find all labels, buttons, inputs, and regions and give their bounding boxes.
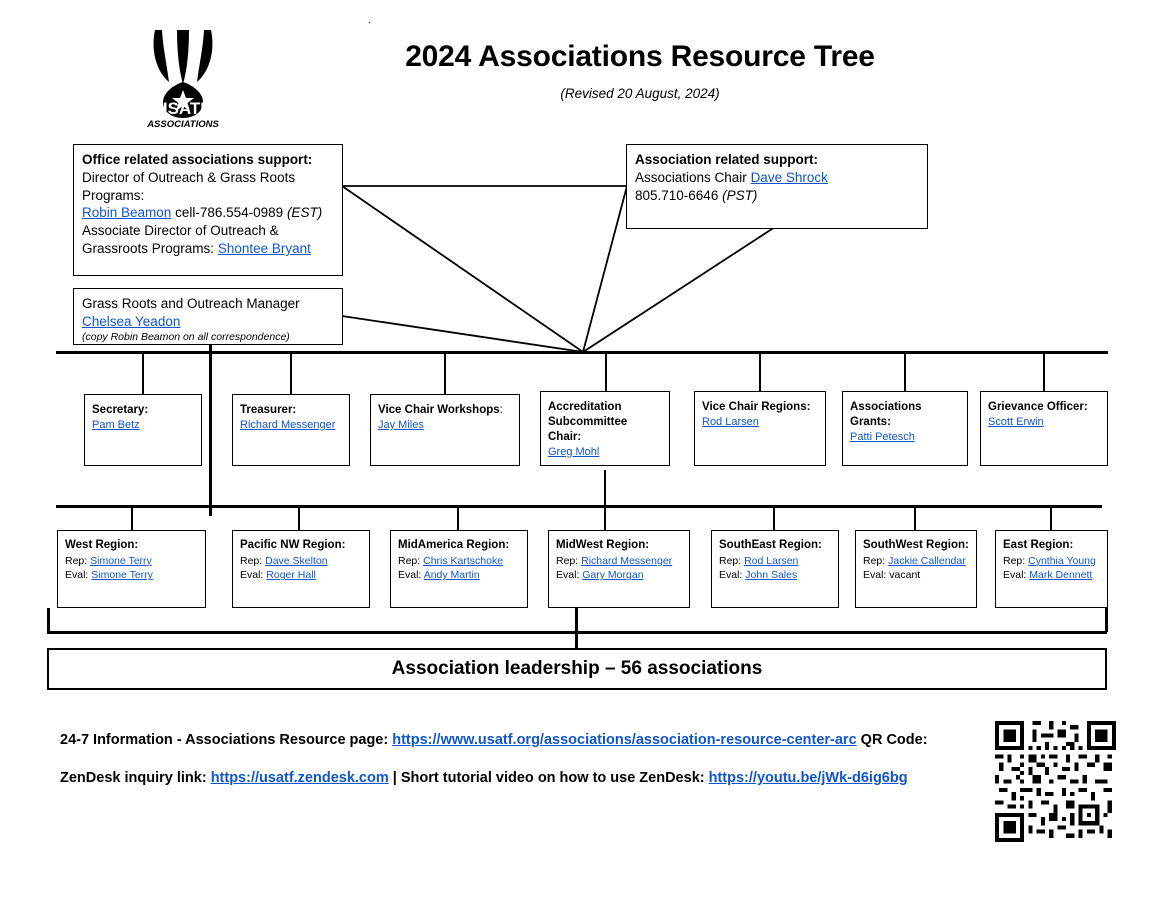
regions-bus-line bbox=[56, 505, 1102, 508]
grievance-title: Grievance Officer: bbox=[988, 401, 1088, 413]
officer-box-vice-chair-workshops bbox=[370, 394, 520, 466]
region-box-southeast bbox=[711, 530, 839, 608]
office-support-box bbox=[73, 144, 343, 276]
region-box-southwest bbox=[855, 530, 977, 608]
secretary-name-link[interactable]: Pam Betz bbox=[92, 418, 140, 431]
officer-box-associations-grants bbox=[842, 391, 968, 466]
east-eval-label: Eval: bbox=[1003, 569, 1027, 582]
stem-grievance bbox=[1043, 351, 1045, 391]
shontee-bryant-link[interactable]: Shontee Bryant bbox=[217, 241, 311, 257]
midwest-title: MidWest Region: bbox=[556, 539, 650, 551]
pacific-nw-rep-link[interactable]: Dave Skelton bbox=[265, 554, 328, 567]
qr-code-label: QR Code: bbox=[860, 732, 928, 748]
southwest-rep-label: Rep: bbox=[863, 554, 886, 567]
page-title: 2024 Associations Resource Tree bbox=[405, 40, 875, 73]
grassroots-line1: Grass Roots and Outreach Manager bbox=[82, 296, 300, 311]
stem-vc-regions bbox=[759, 351, 761, 391]
officer-box-accreditation bbox=[540, 391, 670, 466]
vc-regions-title: Vice Chair Regions: bbox=[702, 401, 811, 413]
midamerica-title: MidAmerica Region: bbox=[398, 539, 510, 551]
southeast-rep-label: Rep: bbox=[719, 554, 742, 567]
office-support-heading: Office related associations support: bbox=[82, 152, 313, 167]
vc-regions-name-link[interactable]: Rod Larsen bbox=[702, 415, 759, 428]
vc-workshops-title: Vice Chair Workshops bbox=[378, 404, 500, 416]
southeast-eval-link[interactable]: John Sales bbox=[745, 569, 798, 582]
southeast-title: SouthEast Region: bbox=[719, 539, 822, 551]
officer-box-treasurer bbox=[232, 394, 350, 466]
officer-box-grievance bbox=[980, 391, 1108, 466]
leadership-left-riser bbox=[47, 608, 50, 632]
accreditation-title-line2: Subcommittee Chair: bbox=[548, 415, 628, 443]
east-eval-link[interactable]: Mark Dennett bbox=[1029, 569, 1093, 582]
grassroots-note: (copy Robin Beamon on all correspondence) bbox=[82, 330, 290, 343]
stem-grants bbox=[904, 351, 906, 391]
stem-west bbox=[131, 505, 133, 530]
vc-workshops-name-link[interactable]: Jay Miles bbox=[378, 418, 424, 431]
stem-southwest bbox=[914, 505, 916, 530]
stem-midwest bbox=[604, 470, 606, 530]
midwest-rep-label: Rep: bbox=[556, 554, 579, 567]
footer-resource-label: 24-7 Information - Associations Resource page: bbox=[60, 732, 389, 748]
midwest-rep-link[interactable]: Richard Messenger bbox=[581, 554, 673, 567]
zendesk-label: ZenDesk inquiry link: bbox=[60, 770, 207, 786]
stem-pacific-nw bbox=[298, 505, 300, 530]
secretary-title: Secretary: bbox=[92, 404, 149, 416]
associations-chair-timezone: (PST) bbox=[722, 187, 758, 203]
accreditation-title-line1: Accreditation bbox=[548, 401, 622, 413]
officer-box-secretary bbox=[84, 394, 202, 466]
stem-southeast bbox=[773, 505, 775, 530]
midamerica-rep-label: Rep: bbox=[398, 554, 421, 567]
southeast-rep-link[interactable]: Rod Larsen bbox=[744, 554, 799, 567]
west-region-title: West Region: bbox=[65, 539, 139, 551]
officer-box-vice-chair-regions bbox=[694, 391, 826, 466]
grievance-name-link[interactable]: Scott Erwin bbox=[988, 415, 1044, 428]
pacific-nw-eval-link[interactable]: Roger Hall bbox=[266, 569, 316, 582]
stray-mark: . bbox=[368, 14, 372, 26]
treasurer-title: Treasurer: bbox=[240, 404, 297, 416]
office-support-line1: Director of Outreach & Grass Roots bbox=[82, 169, 296, 185]
page-subtitle: (Revised 20 August, 2024) bbox=[560, 86, 720, 101]
associations-resource-page-link[interactable]: https://www.usatf.org/associations/association-resource-center-arc bbox=[392, 732, 857, 748]
east-rep-label: Rep: bbox=[1003, 554, 1026, 567]
region-box-midwest bbox=[548, 530, 690, 608]
officers-bus-line bbox=[56, 351, 1108, 354]
grassroots-manager-box bbox=[73, 288, 343, 345]
west-rep-label: Rep: bbox=[65, 554, 88, 567]
vc-workshops-title-suffix: : bbox=[499, 404, 503, 416]
robin-beamon-timezone: (EST) bbox=[286, 205, 323, 221]
midwest-eval-label: Eval: bbox=[556, 569, 580, 582]
tutorial-video-link[interactable]: https://youtu.be/jWk-d6ig6bg bbox=[708, 770, 908, 786]
chelsea-yeadon-link[interactable]: Chelsea Yeadon bbox=[82, 313, 181, 329]
east-title: East Region: bbox=[1003, 539, 1074, 551]
stem-treasurer bbox=[290, 351, 292, 394]
office-support-line4: Grassroots Programs: bbox=[82, 241, 215, 257]
stem-east bbox=[1050, 505, 1052, 530]
footer-line-2 bbox=[60, 770, 908, 786]
midwest-eval-link[interactable]: Gary Morgan bbox=[582, 569, 644, 582]
association-leadership-bar: Association leadership – 56 associations bbox=[47, 648, 1107, 690]
qr-code bbox=[995, 721, 1116, 842]
stem-secretary bbox=[142, 351, 144, 394]
office-support-line2: Programs: bbox=[82, 187, 145, 203]
region-box-east bbox=[995, 530, 1108, 608]
robin-beamon-phone: cell-786.554-0989 bbox=[175, 205, 284, 221]
southwest-eval-value: vacant bbox=[889, 569, 921, 582]
dave-shrock-link[interactable]: Dave Shrock bbox=[750, 169, 828, 185]
stem-vc-workshops bbox=[444, 351, 446, 394]
logo-text-main: USATF bbox=[155, 99, 211, 118]
logo-text-sub: ASSOCIATIONS bbox=[147, 119, 219, 130]
treasurer-name-link[interactable]: Richard Messenger bbox=[240, 418, 336, 431]
west-eval-label: Eval: bbox=[65, 569, 89, 582]
accreditation-name-link[interactable]: Greg Mohl bbox=[548, 445, 600, 458]
grants-title: Associations Grants: bbox=[850, 401, 922, 428]
association-support-box bbox=[626, 144, 928, 229]
west-rep-link[interactable]: Simone Terry bbox=[90, 554, 152, 567]
east-rep-link[interactable]: Cynthia Young bbox=[1028, 554, 1096, 567]
usatf-logo bbox=[133, 26, 233, 131]
footer-line-1 bbox=[60, 732, 928, 748]
stem-midamerica bbox=[457, 505, 459, 530]
midamerica-eval-link[interactable]: Andy Martin bbox=[423, 569, 480, 582]
midamerica-eval-label: Eval: bbox=[398, 569, 422, 582]
pacific-nw-rep-label: Rep: bbox=[240, 554, 263, 567]
leadership-center-riser bbox=[575, 608, 578, 650]
zendesk-link[interactable]: https://usatf.zendesk.com bbox=[210, 770, 389, 786]
tutorial-label: | Short tutorial video on how to use ZenDesk: bbox=[392, 770, 705, 786]
leadership-right-riser bbox=[1105, 608, 1108, 632]
associations-chair-phone: 805.710-6646 bbox=[635, 187, 719, 203]
grants-name-link[interactable]: Patti Petesch bbox=[850, 430, 915, 443]
office-support-line3: Associate Director of Outreach & bbox=[82, 223, 279, 239]
region-box-midamerica bbox=[390, 530, 528, 608]
southeast-eval-label: Eval: bbox=[719, 569, 743, 582]
association-support-heading: Association related support: bbox=[635, 152, 819, 167]
midamerica-rep-link[interactable]: Chris Kartschoke bbox=[423, 554, 504, 567]
southwest-title: SouthWest Region: bbox=[863, 539, 969, 551]
region-box-west bbox=[57, 530, 206, 608]
associations-chair-label: Associations Chair bbox=[635, 169, 747, 185]
robin-beamon-link[interactable]: Robin Beamon bbox=[82, 205, 172, 221]
southwest-eval-label: Eval: bbox=[863, 569, 887, 582]
pacific-nw-eval-label: Eval: bbox=[240, 569, 264, 582]
southwest-rep-link[interactable]: Jackie Callendar bbox=[888, 554, 966, 567]
west-eval-link[interactable]: Simone Terry bbox=[91, 569, 153, 582]
region-box-pacific-nw bbox=[232, 530, 370, 608]
pacific-nw-title: Pacific NW Region: bbox=[240, 539, 346, 551]
stem-accreditation bbox=[605, 351, 607, 391]
